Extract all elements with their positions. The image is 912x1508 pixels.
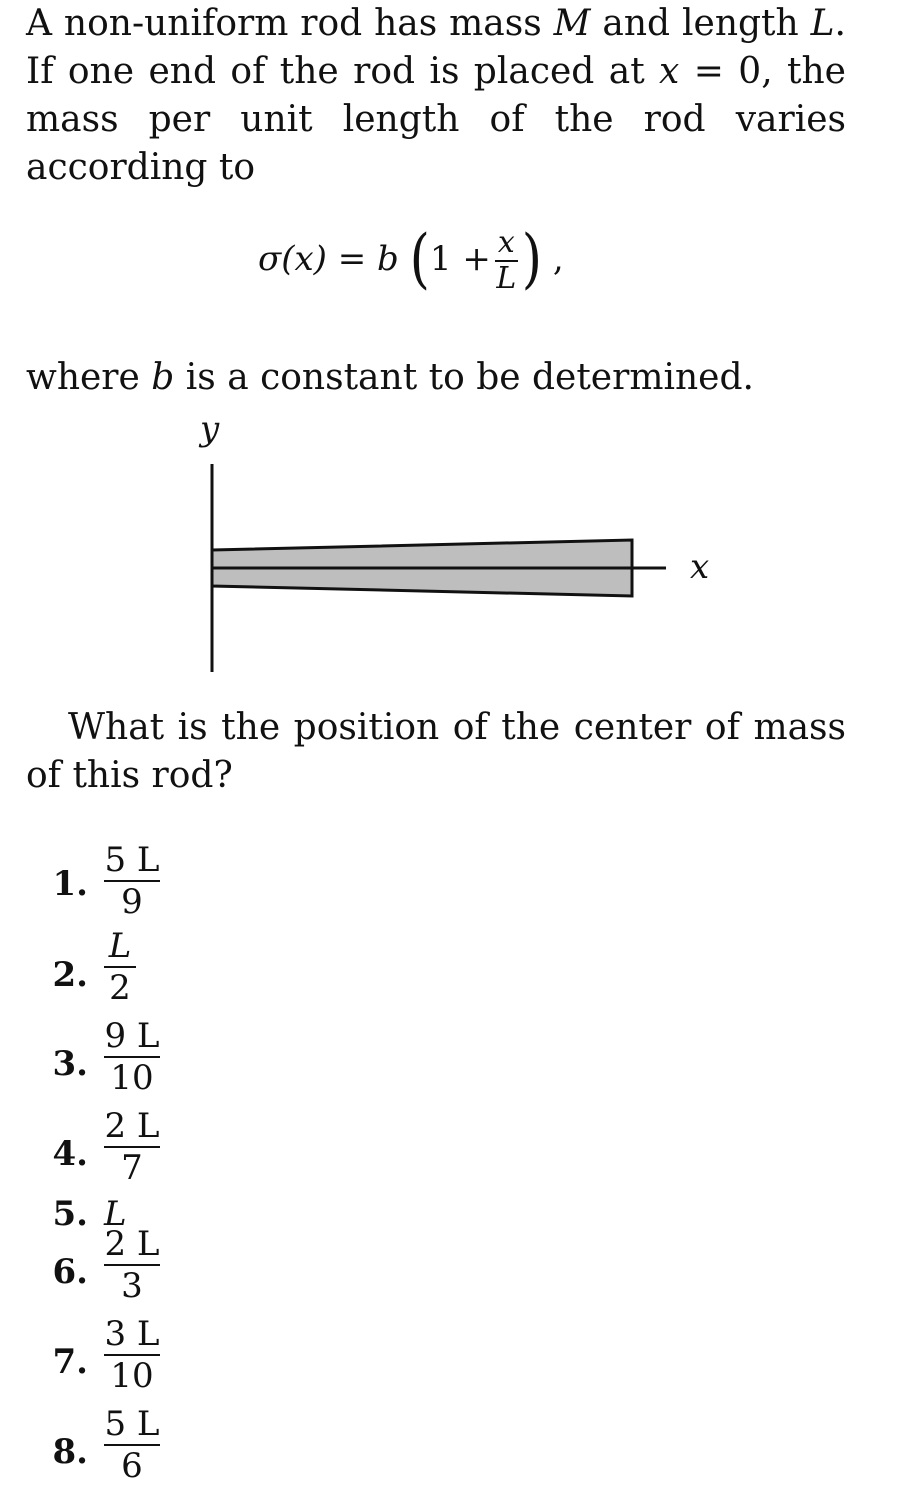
where-b-line <box>26 354 846 402</box>
option-denominator: 7 <box>121 1148 143 1188</box>
x-symbol: x <box>659 51 680 92</box>
where-text-2: is a constant to be determined. <box>174 357 754 398</box>
option-number: 4. <box>52 1134 88 1174</box>
option-numerator: L <box>108 926 132 966</box>
option-numerator: 9 L <box>104 1016 160 1056</box>
equation-comma: , <box>552 239 564 279</box>
option-numerator: 5 L <box>104 1404 160 1444</box>
question-text: What is the position of the center of mass of this rod? <box>26 707 846 796</box>
option-denominator: 9 <box>121 882 143 922</box>
option-7-fraction <box>104 1314 160 1396</box>
option-number: 6. <box>52 1252 88 1292</box>
x-over-L-fraction <box>495 226 518 296</box>
option-1-fraction <box>104 840 160 922</box>
fraction-numerator: x <box>495 226 518 262</box>
option-numerator: 5 L <box>104 840 160 880</box>
b-symbol: b <box>151 357 175 398</box>
x-axis-label: x <box>690 547 710 587</box>
option-numerator: 2 L <box>104 1224 160 1264</box>
intro-text-1: A non-uniform rod has mass <box>26 3 554 44</box>
right-paren: ) <box>521 221 543 297</box>
option-number: 1. <box>52 864 88 904</box>
fraction-denominator: L <box>496 261 517 296</box>
intro-text-4: = 0, the mass per unit length of the rod varies according to <box>26 51 846 188</box>
left-paren: ( <box>409 221 430 297</box>
mass-symbol: M <box>553 3 591 44</box>
option-numerator: 3 L <box>104 1314 160 1354</box>
equation-lhs: σ(x) = b <box>258 239 399 279</box>
y-axis-label: y <box>200 409 220 449</box>
option-denominator: 10 <box>110 1356 154 1396</box>
option-denominator: 10 <box>110 1058 154 1098</box>
option-numerator: 2 L <box>104 1106 160 1146</box>
option-denominator: 3 <box>121 1266 143 1306</box>
problem-intro <box>26 0 846 192</box>
option-denominator: 6 <box>121 1446 143 1486</box>
equation-one-plus: 1 + <box>429 239 491 279</box>
option-number: 7. <box>52 1342 88 1382</box>
length-symbol: L <box>810 3 835 44</box>
option-3-fraction <box>104 1016 160 1098</box>
where-text-1: where <box>26 357 152 398</box>
option-4-fraction <box>104 1106 160 1188</box>
option-value: L <box>104 1194 127 1234</box>
intro-text-3: . If one end of the rod is placed at <box>26 3 846 92</box>
option-8-fraction <box>104 1404 160 1486</box>
option-denominator: 2 <box>109 968 131 1008</box>
option-number: 3. <box>52 1044 88 1084</box>
rod-diagram <box>150 400 770 690</box>
option-number: 2. <box>52 955 88 995</box>
intro-text-2: and length <box>590 3 811 44</box>
density-equation <box>258 221 564 297</box>
option-6-fraction <box>104 1224 160 1306</box>
option-2-fraction <box>104 926 136 1008</box>
option-number: 5. <box>52 1194 88 1234</box>
option-number: 8. <box>52 1432 88 1472</box>
